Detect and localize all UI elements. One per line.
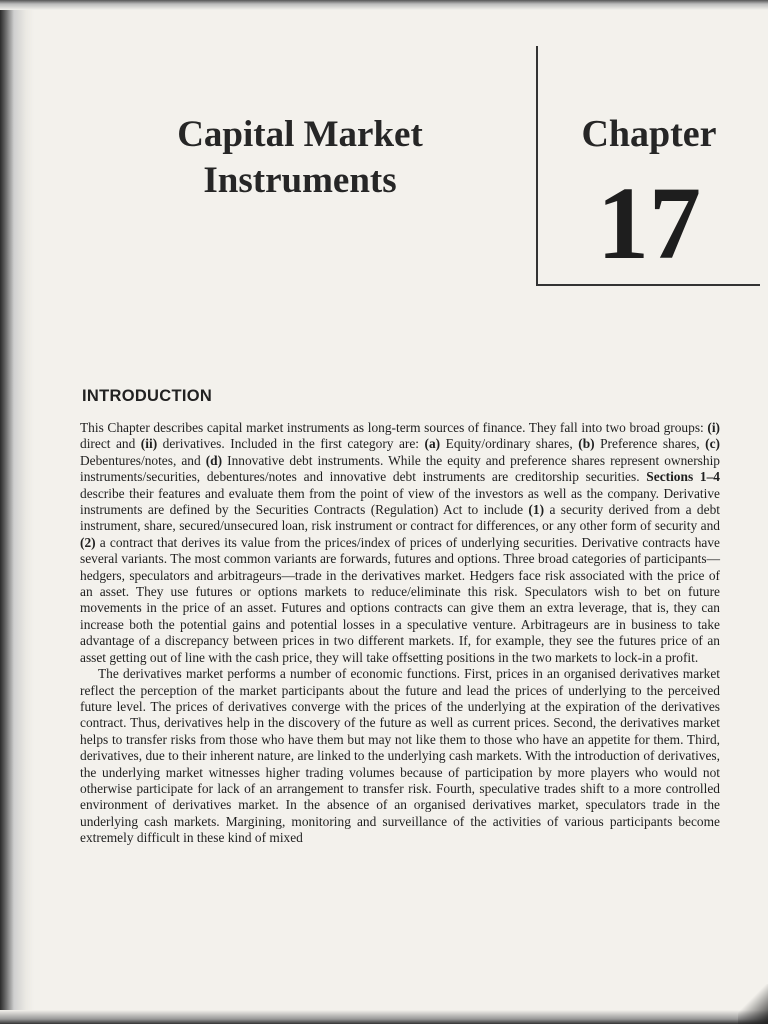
paragraph [80,666,720,846]
page-top-edge [0,0,768,10]
section-heading: INTRODUCTION [82,387,213,405]
text-run: direct and [80,436,141,452]
bold-text: (d) [205,452,223,468]
page-corner-shadow [738,984,768,1024]
body-text [80,420,720,847]
bold-text: (2) [80,534,96,550]
chapter-title [150,112,450,204]
text-run: This Chapter describes capital market instruments as long-term sources of finance. They fall into two broad groups: [80,420,708,435]
chapter-number: 17 [597,166,701,281]
page-bottom-edge [0,1010,768,1024]
text-run: describe their features and evaluate them from the point of view of the investors as well as the company. Derivative instruments are defined by the Securities Contracts (Regulation) Act to include [80,485,720,518]
text-run: Equity/ordinary shares, [440,436,579,452]
text-run: a security derived from a debt instrument, share, secured/unsecured loan, risk instrument or contract for differences, or any other form of security and [80,502,720,534]
paragraph [80,420,720,666]
bold-text: (1) [528,502,545,518]
chapter-label: Chapter [581,113,717,155]
text-run: Preference shares, [594,436,706,452]
text-run: The derivatives market performs a number of economic functions. First, prices in an organised derivatives market reflect the perception of the market participants about the future and lead the prices of underlying to the perceived future level. The prices of derivatives converge with the prices of the underlying at the expiration of the derivatives contract. Thus, derivatives help in the discovery of the future as well as current prices. Second, the derivatives market helps to transfer risks from those who have them but may not like them to those who have an appetite for them. Third, derivatives, due to their inherent nature, are linked to the underlying cash markets. With the introduction of derivatives, the underlying market witnesses higher trading volumes because of participation by more players who would not otherwise participate for lack of an arrangement to transfer risk. Fourth, speculative trades shift to a more controlled environment of derivatives market. In the absence of an organised derivatives market, speculators trade in the underlying cash markets. Margining, monitoring and surveillance of the activities of various participants become extremely difficult in these kind of mixed [80,666,720,846]
chapter-number-box [536,46,760,286]
bold-text: (i) [707,420,720,435]
chapter-title-line-1: Capital Market [177,114,423,155]
bold-text: Sections 1–4 [646,469,720,485]
text-run: Innovative debt instruments. While the equity and preference shares represent ownership instruments/securities, debentures/notes and innovative debt instruments are creditorship securities. [80,452,720,485]
bold-text: (ii) [140,436,158,452]
bold-text: (b) [578,436,595,452]
text-run: Debentures/notes, and [80,452,206,468]
chapter-title-line-2: Instruments [203,160,397,201]
text-run: a contract that derives its value from the prices/index of prices of underlying securities. Derivative contracts have several variants. The most common variants are forwards, futures and options. Three broad categories of participants—hedgers, speculators and arbitrageurs—trade in the derivatives market. Hedgers face risk associated with the price of an asset. They use futures or options markets to reduce/eliminate this risk. Speculators wish to bet on future movements in the price of an asset. Futures and options contracts can give them an extra leverage, that is, they can increase both the potential gains and potential losses in a speculative venture. Arbitrageurs are in business to take advantage of a discrepancy between prices in two different markets. If, for example, they see the futures price of an asset getting out of line with the cash price, they will take offsetting positions in the two markets to lock-in a profit. [80,534,720,665]
bold-text: (c) [705,436,721,452]
bold-text: (a) [424,436,441,452]
text-run: derivatives. Included in the first category are: [157,436,425,452]
book-spine-shadow [0,0,34,1024]
